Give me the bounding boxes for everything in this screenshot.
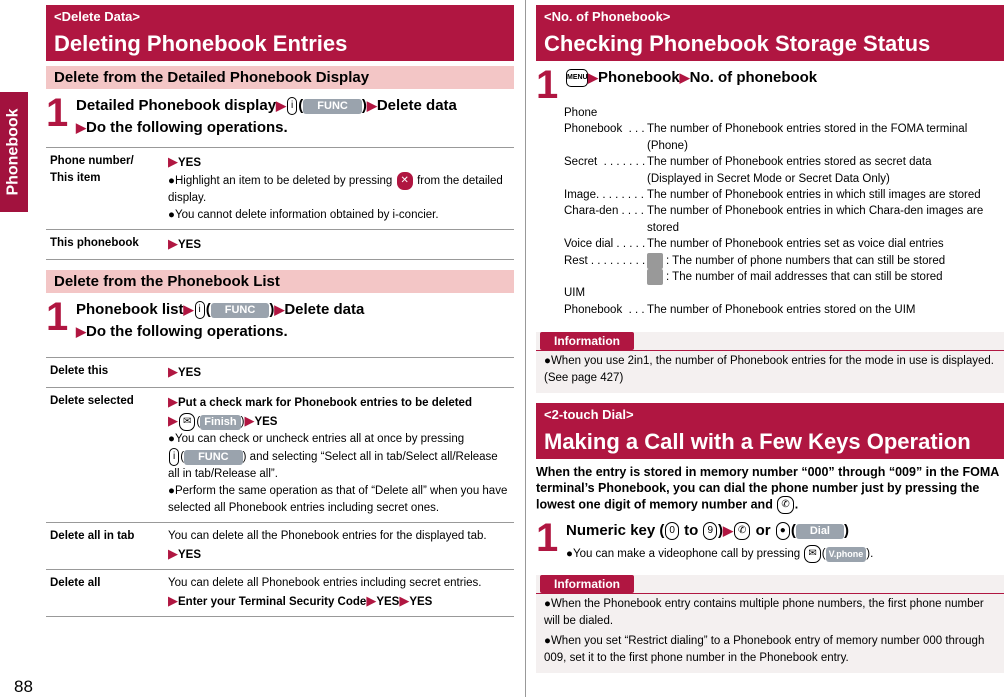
section-header (536, 403, 1004, 459)
information-box (536, 332, 1004, 393)
row-key: Phone number/ This item (46, 148, 164, 230)
list-item: (Displayed in Secret Mode or Secret Data Only) (647, 172, 890, 185)
subsection-title: Delete from the Phonebook List (46, 270, 514, 293)
row-key: Delete all (46, 570, 164, 617)
list-item: Secret . . . . . . . The number of Phonebook entries stored as secret data (564, 156, 932, 169)
func-softkey-icon: FUNC (303, 99, 362, 114)
row-key: Delete selected (46, 388, 164, 523)
information-box (536, 575, 1004, 673)
row-key: Delete this (46, 358, 164, 388)
mail-key-icon: ✉ (179, 413, 195, 431)
page-number: 88 (14, 677, 33, 696)
row-value: ▶YES (164, 358, 514, 388)
section-header (46, 5, 514, 61)
information-label: Information (540, 332, 634, 350)
dial-softkey-icon: Dial (796, 524, 844, 539)
send-key-icon: ✆ (734, 522, 750, 540)
table-row (46, 523, 514, 570)
step-number: 1 (536, 63, 559, 107)
step-text: Detailed Phonebook display▶ i ( FUNC )▶Delete data ▶Do the following operations. (76, 97, 457, 136)
list-item: Chara-den . . . . The number of Phonebook entries in which Chara-den images are (564, 205, 984, 218)
list-item: Phonebook . . . The number of Phonebook entries stored in the FOMA terminal (564, 123, 968, 136)
operations-table (46, 147, 514, 260)
mail-icon (647, 269, 663, 285)
mail-key-icon: ✉ (804, 545, 820, 563)
list-item: Phonebook . . . The number of Phonebook entries stored on the UIM (564, 303, 916, 316)
list-item: Phone (564, 107, 598, 119)
step (536, 63, 1004, 107)
table-row (46, 148, 514, 230)
list-item: Voice dial . . . . . The number of Phonebook entries set as voice dial entries (564, 238, 944, 251)
step (46, 91, 514, 139)
list-item: : The number of mail addresses that can still be stored (564, 269, 1004, 285)
header-subtitle: <2-touch Dial> (544, 407, 634, 423)
right-column (536, 5, 1004, 673)
information-body: ●When the Phonebook entry contains multiple phone numbers, the first phone number will be dialed. ●When you set “Restrict dialing” to a Phonebook entry of memory number 000 through 009, set it to the first phone number in the Phonebook entry. (536, 593, 1004, 673)
left-column (46, 5, 514, 617)
step-text: MENU▶Phonebook▶No. of phonebook (567, 69, 818, 86)
list-item: Image. . . . . . . . The number of Phonebook entries in which still images are stored (564, 189, 981, 202)
header-title: Making a Call with a Few Keys Operation (544, 429, 971, 455)
key-0-icon: 0 (665, 522, 679, 540)
i-mode-key-icon: i (169, 448, 179, 466)
func-softkey-icon: FUNC (211, 303, 270, 318)
row-value: ▶Put a check mark for Phonebook entries to be deleted ▶ ✉ ( Finish )▶YES ●You can check or uncheck entries all at once by pressing i ( FUNC ) and selecting “Select all in tab/Select all/Release all in tab/Release all”. ●Perform the same operation as that of “Delete all” when you have selected all Phonebook entries including secret ones. (164, 388, 514, 523)
table-row (46, 230, 514, 260)
send-key-icon: ✆ (777, 496, 793, 514)
header-title: Deleting Phonebook Entries (54, 31, 348, 56)
step-text: Phonebook list▶ i ( FUNC )▶Delete data ▶Do the following operations. (76, 301, 365, 341)
table-row (46, 570, 514, 617)
header-subtitle: <Delete Data> (54, 9, 140, 24)
row-value: You can delete all Phonebook entries including secret entries. ▶Enter your Terminal Security Code▶YES▶YES (164, 570, 514, 617)
center-key-icon: ● (776, 522, 790, 540)
finish-softkey-icon: Finish (200, 415, 240, 430)
vphone-softkey-icon: V.phone (826, 547, 867, 562)
information-body: ●When you use 2in1, the number of Phonebook entries for the mode in use is displayed. (See page 427) (536, 350, 1004, 393)
func-softkey-icon: FUNC (184, 450, 243, 465)
step (46, 295, 514, 343)
header-subtitle: <No. of Phonebook> (544, 9, 671, 24)
step-number: 1 (46, 295, 69, 340)
intro-text: When the entry is stored in memory number “000” through “009” in the FOMA terminal’s Phonebook, you can dial the phone number just by pressing the lowest one digit of memory number and ✆ . (536, 464, 1004, 514)
i-mode-key-icon: i (287, 97, 297, 115)
phone-icon (647, 253, 663, 269)
row-key: This phonebook (46, 230, 164, 260)
row-value: You can delete all the Phonebook entries for the displayed tab. ▶YES (164, 523, 514, 570)
step-number: 1 (46, 91, 69, 135)
row-key: Delete all in tab (46, 523, 164, 570)
table-row (46, 388, 514, 523)
header-title: Checking Phonebook Storage Status (544, 31, 931, 56)
menu-key-icon: MENU (566, 69, 588, 87)
column-divider (525, 0, 526, 697)
key-9-icon: 9 (703, 522, 717, 540)
sidebar-label: Phonebook (5, 108, 23, 196)
i-mode-key-icon: i (195, 301, 205, 319)
storage-list (564, 105, 1004, 318)
step (536, 516, 1004, 565)
list-item: UIM (564, 287, 586, 300)
information-label: Information (540, 575, 634, 593)
clear-key-icon: ✕ (397, 172, 413, 190)
step-text: Numeric key ( 0 to 9 )▶ ✆ or ● ( Dial ) ●You can make a videophone call by pressing ✉ ( V.phone ). (566, 520, 873, 565)
operations-table (46, 357, 514, 617)
step-number: 1 (536, 516, 559, 561)
list-item: Rest . . . . . . . . . : The number of phone numbers that can still be stored (564, 254, 946, 267)
row-value: ▶YES ●Highlight an item to be deleted by pressing ✕ from the detailed display. ●You cannot delete information obtained by i-concier. (164, 148, 514, 230)
subsection-title: Delete from the Detailed Phonebook Display (46, 66, 514, 89)
table-row (46, 358, 514, 388)
list-item: stored (647, 221, 679, 234)
list-item: (Phone) (647, 139, 688, 152)
section-header (536, 5, 1004, 61)
row-value: ▶YES (164, 230, 514, 260)
